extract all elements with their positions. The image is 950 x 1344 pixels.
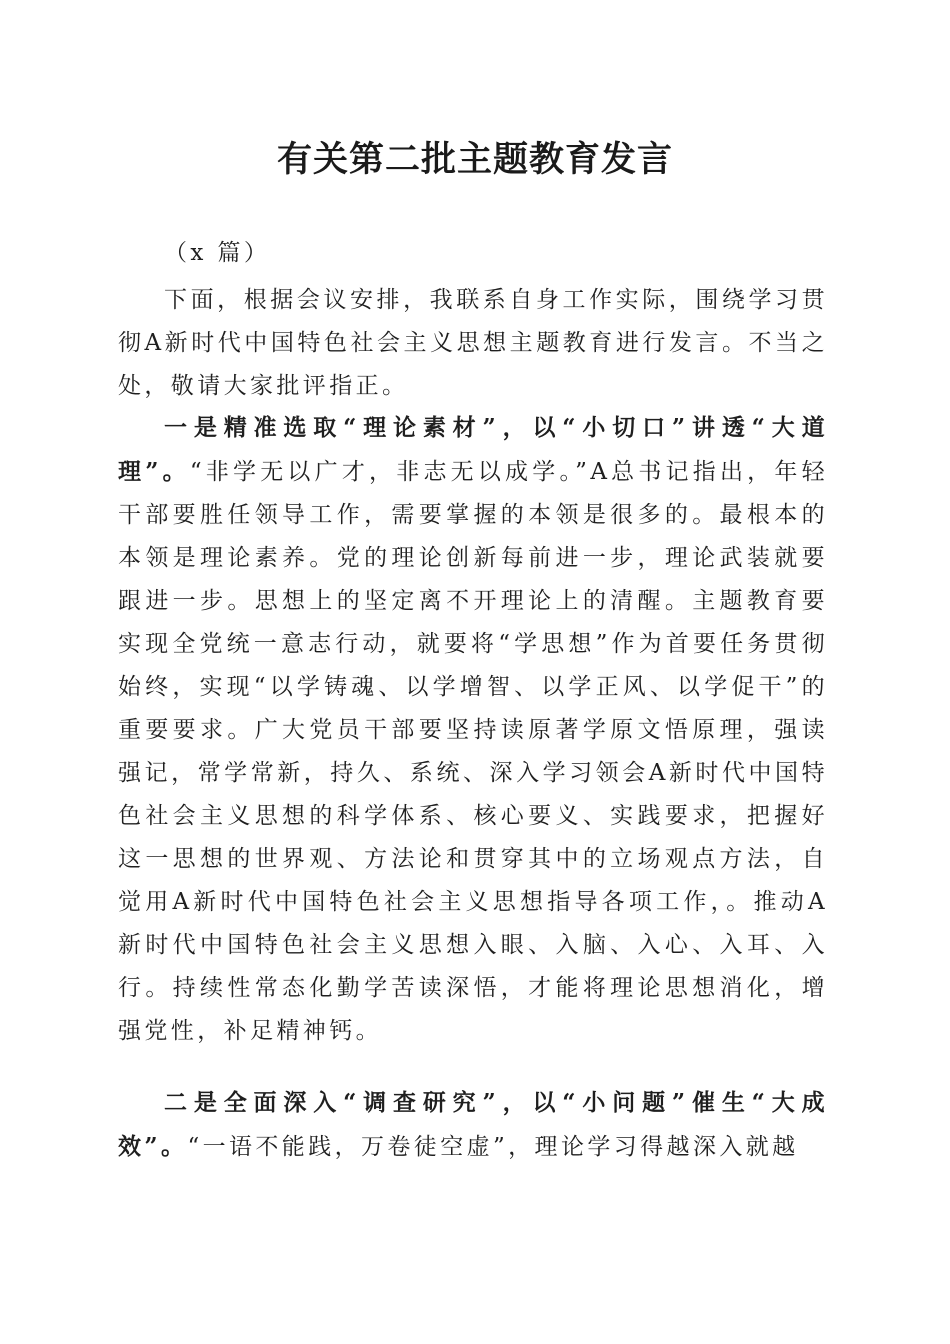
paragraph-text: “一语不能践，万卷徒空虚”，理论学习得越深入就越	[187, 1134, 799, 1160]
paragraph-point-one	[118, 406, 828, 1053]
paragraph-text: “非学无以广才，非志无以成学。”A总书记指出，年轻干部要胜任领导工作，需要掌握的本领是很多的。最根本的本领是理论素养。党的理论创新每前进一步，理论武装就要跟进一步。思想上的坚定离不开理论上的清醒。主题教育要实现全党统一意志行动，就要将“学思想”作为首要任务贯彻始终，实现“以学铸魂、以学增智、以学正风、以学促干”的重要要求。广大党员干部要坚持读原著学原文悟原理，强读强记，常学常新，持久、系统、深入学习领会A新时代中国特色社会主义思想的科学体系、核心要义、实践要求，把握好这一思想的世界观、方法论和贯穿其中的立场观点方法，自觉用A新时代中国特色社会主义思想指导各项工作，。推动A新时代中国特色社会主义思想入眼、入脑、入心、入耳、入行。持续性常态化勤学苦读深悟，才能将理论思想消化，增强党性，补足精神钙。	[118, 459, 828, 1044]
paragraph-point-two	[118, 1081, 828, 1169]
paragraph-text: 下面，根据会议安排，我联系自身工作实际，围绕学习贯彻A新时代中国特色社会主义思想主题教育进行发言。不当之处，敬请大家批评指正。	[118, 287, 828, 399]
document-title: 有关第二批主题教育发言	[276, 139, 673, 180]
paragraph-lead: 二是全面深入“调查研究”，以“小问题”催生“大成效”。	[118, 1089, 828, 1160]
paragraph-lead: 一是精准选取“理论素材”，以“小切口”讲透“大道理”。	[118, 414, 828, 485]
document-subtitle: （x 篇）	[164, 240, 271, 266]
paragraph-intro	[118, 278, 828, 408]
